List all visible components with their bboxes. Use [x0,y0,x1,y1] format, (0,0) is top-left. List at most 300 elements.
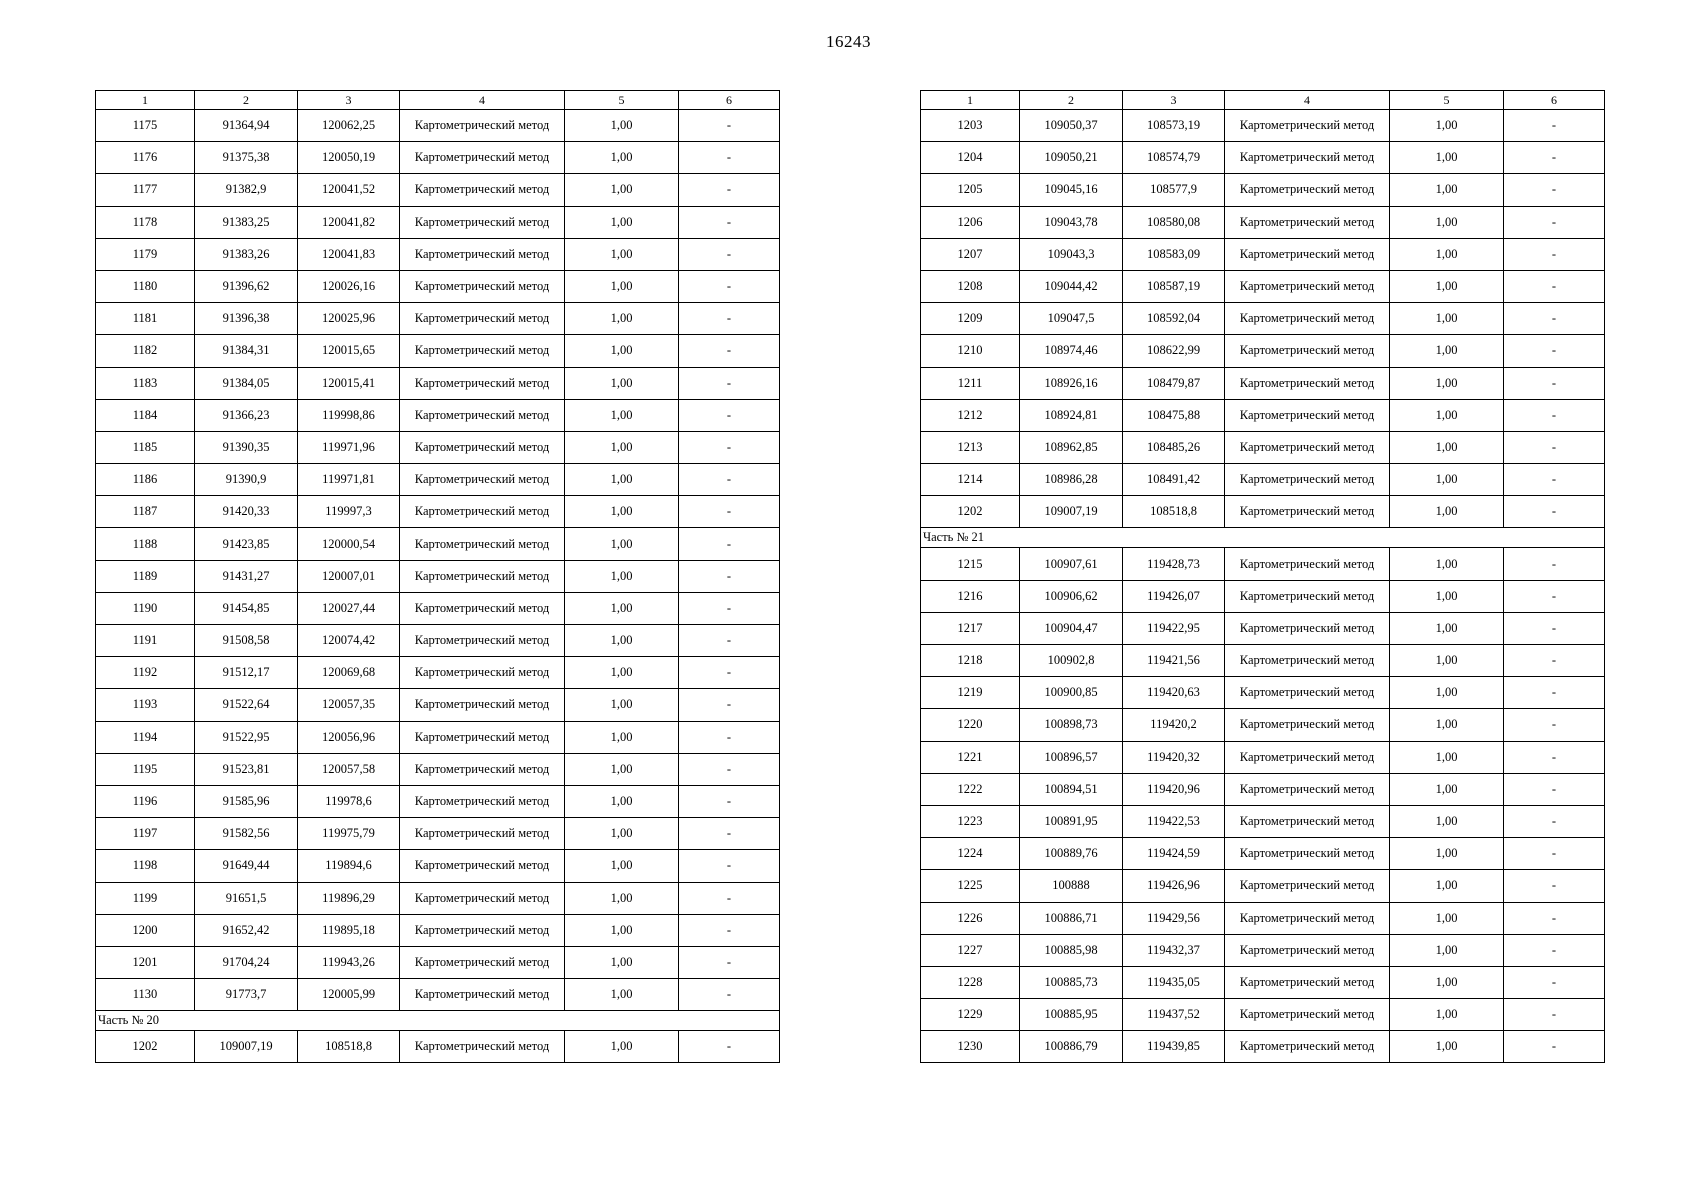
table-row [96,174,780,206]
y-coordinate-cell: 119420,63 [1123,677,1225,709]
description-cell: - [1504,1031,1605,1063]
y-coordinate-cell: 119424,59 [1123,838,1225,870]
method-cell: Картометрический метод [400,785,565,817]
x-coordinate-cell: 100888 [1020,870,1123,902]
point-number-cell: 1210 [921,335,1020,367]
x-coordinate-cell: 109045,16 [1020,174,1123,206]
accuracy-cell: 1,00 [1390,870,1504,902]
table-row [96,560,780,592]
accuracy-cell: 1,00 [1390,902,1504,934]
description-cell: - [1504,612,1605,644]
y-coordinate-cell: 120050,19 [298,142,400,174]
table-row [921,838,1605,870]
y-coordinate-cell: 119997,3 [298,496,400,528]
table-row [921,999,1605,1031]
point-number-cell: 1205 [921,174,1020,206]
table-row [96,914,780,946]
table-row [96,592,780,624]
method-cell: Картометрический метод [400,142,565,174]
accuracy-cell: 1,00 [1390,303,1504,335]
description-cell: - [679,238,780,270]
method-cell: Картометрический метод [400,431,565,463]
x-coordinate-cell: 100885,95 [1020,999,1123,1031]
description-cell: - [1504,142,1605,174]
x-coordinate-cell: 91383,25 [195,206,298,238]
y-coordinate-cell: 108583,09 [1123,238,1225,270]
point-number-cell: 1181 [96,303,195,335]
point-number-cell: 1180 [96,270,195,302]
accuracy-cell: 1,00 [565,818,679,850]
y-coordinate-cell: 120056,96 [298,721,400,753]
x-coordinate-cell: 91390,9 [195,464,298,496]
description-cell: - [679,625,780,657]
x-coordinate-cell: 100894,51 [1020,773,1123,805]
method-cell: Картометрический метод [1225,645,1390,677]
method-cell: Картометрический метод [1225,709,1390,741]
y-coordinate-cell: 108485,26 [1123,431,1225,463]
method-cell: Картометрический метод [400,657,565,689]
method-cell: Картометрический метод [400,625,565,657]
table-row [921,902,1605,934]
method-cell: Картометрический метод [1225,612,1390,644]
table-row [921,645,1605,677]
x-coordinate-cell: 109043,78 [1020,206,1123,238]
description-cell: - [1504,303,1605,335]
point-number-cell: 1202 [921,496,1020,528]
method-cell: Картометрический метод [1225,335,1390,367]
accuracy-cell: 1,00 [565,753,679,785]
table-row [921,496,1605,528]
description-cell: - [679,174,780,206]
table-row [96,979,780,1011]
description-cell: - [679,335,780,367]
accuracy-cell: 1,00 [565,496,679,528]
table-row [921,677,1605,709]
accuracy-cell: 1,00 [565,721,679,753]
point-number-cell: 1200 [96,914,195,946]
method-cell: Картометрический метод [400,882,565,914]
point-number-cell: 1226 [921,902,1020,934]
description-cell: - [679,303,780,335]
method-cell: Картометрический метод [400,689,565,721]
method-cell: Картометрический метод [400,946,565,978]
x-coordinate-cell: 91396,62 [195,270,298,302]
accuracy-cell: 1,00 [565,1031,679,1063]
method-cell: Картометрический метод [400,721,565,753]
point-number-cell: 1190 [96,592,195,624]
x-coordinate-cell: 91585,96 [195,785,298,817]
part-heading-row [921,528,1605,548]
accuracy-cell: 1,00 [1390,838,1504,870]
description-cell: - [1504,238,1605,270]
point-number-cell: 1184 [96,399,195,431]
x-coordinate-cell: 100886,79 [1020,1031,1123,1063]
method-cell: Картометрический метод [1225,773,1390,805]
description-cell: - [679,431,780,463]
accuracy-cell: 1,00 [1390,174,1504,206]
y-coordinate-cell: 119971,81 [298,464,400,496]
method-cell: Картометрический метод [1225,870,1390,902]
description-cell: - [679,721,780,753]
x-coordinate-cell: 91396,38 [195,303,298,335]
y-coordinate-cell: 108574,79 [1123,142,1225,174]
y-coordinate-cell: 108592,04 [1123,303,1225,335]
point-number-cell: 1221 [921,741,1020,773]
description-cell: - [679,850,780,882]
description-cell: - [1504,805,1605,837]
description-cell: - [1504,838,1605,870]
table-row [921,805,1605,837]
method-cell: Картометрический метод [1225,238,1390,270]
table-row [96,882,780,914]
point-number-cell: 1176 [96,142,195,174]
method-cell: Картометрический метод [1225,741,1390,773]
accuracy-cell: 1,00 [1390,934,1504,966]
point-number-cell: 1228 [921,966,1020,998]
table-row [96,721,780,753]
y-coordinate-cell: 119432,37 [1123,934,1225,966]
method-cell: Картометрический метод [1225,110,1390,142]
point-number-cell: 1201 [96,946,195,978]
table-row [96,818,780,850]
y-coordinate-cell: 120041,82 [298,206,400,238]
description-cell: - [679,560,780,592]
x-coordinate-cell: 109050,21 [1020,142,1123,174]
table-body [96,110,780,1063]
x-coordinate-cell: 91582,56 [195,818,298,850]
x-coordinate-cell: 91366,23 [195,399,298,431]
y-coordinate-cell: 119439,85 [1123,1031,1225,1063]
table-row [921,548,1605,580]
x-coordinate-cell: 91431,27 [195,560,298,592]
description-cell: - [1504,174,1605,206]
accuracy-cell: 1,00 [1390,496,1504,528]
point-number-cell: 1229 [921,999,1020,1031]
column-header: 4 [400,91,565,110]
x-coordinate-cell: 91651,5 [195,882,298,914]
description-cell: - [1504,464,1605,496]
description-cell: - [679,206,780,238]
description-cell: - [679,1031,780,1063]
accuracy-cell: 1,00 [565,625,679,657]
method-cell: Картометрический метод [400,174,565,206]
point-number-cell: 1189 [96,560,195,592]
y-coordinate-cell: 119426,96 [1123,870,1225,902]
description-cell: - [1504,206,1605,238]
y-coordinate-cell: 119428,73 [1123,548,1225,580]
accuracy-cell: 1,00 [1390,966,1504,998]
y-coordinate-cell: 108622,99 [1123,335,1225,367]
description-cell: - [1504,999,1605,1031]
y-coordinate-cell: 119998,86 [298,399,400,431]
accuracy-cell: 1,00 [565,560,679,592]
point-number-cell: 1191 [96,625,195,657]
accuracy-cell: 1,00 [565,367,679,399]
y-coordinate-cell: 119943,26 [298,946,400,978]
table-row [96,753,780,785]
x-coordinate-cell: 109007,19 [195,1031,298,1063]
point-number-cell: 1219 [921,677,1020,709]
point-number-cell: 1186 [96,464,195,496]
accuracy-cell: 1,00 [1390,464,1504,496]
method-cell: Картометрический метод [1225,934,1390,966]
point-number-cell: 1222 [921,773,1020,805]
table-row [921,399,1605,431]
method-cell: Картометрический метод [400,464,565,496]
table-row [96,142,780,174]
x-coordinate-cell: 91382,9 [195,174,298,206]
method-cell: Картометрический метод [1225,805,1390,837]
point-number-cell: 1227 [921,934,1020,966]
table-row [96,785,780,817]
table-row [921,1031,1605,1063]
description-cell: - [1504,399,1605,431]
table-row [921,741,1605,773]
description-cell: - [679,753,780,785]
accuracy-cell: 1,00 [565,110,679,142]
y-coordinate-cell: 120026,16 [298,270,400,302]
description-cell: - [679,979,780,1011]
y-coordinate-cell: 119975,79 [298,818,400,850]
table-row [96,657,780,689]
point-number-cell: 1188 [96,528,195,560]
table-row [96,206,780,238]
x-coordinate-cell: 109007,19 [1020,496,1123,528]
accuracy-cell: 1,00 [565,785,679,817]
description-cell: - [679,785,780,817]
accuracy-cell: 1,00 [1390,548,1504,580]
accuracy-cell: 1,00 [565,174,679,206]
column-header: 2 [1020,91,1123,110]
x-coordinate-cell: 100906,62 [1020,580,1123,612]
accuracy-cell: 1,00 [1390,1031,1504,1063]
x-coordinate-cell: 100900,85 [1020,677,1123,709]
x-coordinate-cell: 91423,85 [195,528,298,560]
point-number-cell: 1209 [921,303,1020,335]
point-number-cell: 1214 [921,464,1020,496]
accuracy-cell: 1,00 [1390,431,1504,463]
description-cell: - [1504,902,1605,934]
point-number-cell: 1199 [96,882,195,914]
x-coordinate-cell: 91523,81 [195,753,298,785]
point-number-cell: 1187 [96,496,195,528]
method-cell: Картометрический метод [400,496,565,528]
description-cell: - [679,592,780,624]
y-coordinate-cell: 120041,83 [298,238,400,270]
point-number-cell: 1216 [921,580,1020,612]
method-cell: Картометрический метод [400,335,565,367]
table-row [921,612,1605,644]
method-cell: Картометрический метод [400,399,565,431]
description-cell: - [679,528,780,560]
accuracy-cell: 1,00 [565,303,679,335]
accuracy-cell: 1,00 [565,206,679,238]
method-cell: Картометрический метод [1225,206,1390,238]
point-number-cell: 1198 [96,850,195,882]
description-cell: - [679,818,780,850]
description-cell: - [679,110,780,142]
description-cell: - [1504,773,1605,805]
method-cell: Картометрический метод [400,367,565,399]
column-header: 6 [679,91,780,110]
table-row [96,270,780,302]
x-coordinate-cell: 91454,85 [195,592,298,624]
column-header: 1 [96,91,195,110]
column-header: 1 [921,91,1020,110]
description-cell: - [679,914,780,946]
description-cell: - [1504,270,1605,302]
accuracy-cell: 1,00 [1390,999,1504,1031]
point-number-cell: 1196 [96,785,195,817]
table-row [96,850,780,882]
method-cell: Картометрический метод [400,303,565,335]
description-cell: - [1504,870,1605,902]
point-number-cell: 1193 [96,689,195,721]
y-coordinate-cell: 108518,8 [298,1031,400,1063]
point-number-cell: 1212 [921,399,1020,431]
point-number-cell: 1202 [96,1031,195,1063]
y-coordinate-cell: 120062,25 [298,110,400,142]
description-cell: - [1504,709,1605,741]
method-cell: Картометрический метод [1225,966,1390,998]
method-cell: Картометрический метод [400,528,565,560]
method-cell: Картометрический метод [400,238,565,270]
method-cell: Картометрический метод [1225,142,1390,174]
accuracy-cell: 1,00 [1390,709,1504,741]
y-coordinate-cell: 108479,87 [1123,367,1225,399]
method-cell: Картометрический метод [1225,902,1390,934]
y-coordinate-cell: 119978,6 [298,785,400,817]
y-coordinate-cell: 119437,52 [1123,999,1225,1031]
y-coordinate-cell: 119895,18 [298,914,400,946]
point-number-cell: 1182 [96,335,195,367]
point-number-cell: 1203 [921,110,1020,142]
column-header: 4 [1225,91,1390,110]
x-coordinate-cell: 109050,37 [1020,110,1123,142]
accuracy-cell: 1,00 [565,238,679,270]
description-cell: - [1504,548,1605,580]
table-row [96,946,780,978]
point-number-cell: 1218 [921,645,1020,677]
table-row [96,528,780,560]
y-coordinate-cell: 108518,8 [1123,496,1225,528]
accuracy-cell: 1,00 [1390,773,1504,805]
y-coordinate-cell: 108580,08 [1123,206,1225,238]
x-coordinate-cell: 91522,64 [195,689,298,721]
part-heading: Часть № 20 [96,1011,780,1031]
point-number-cell: 1230 [921,1031,1020,1063]
method-cell: Картометрический метод [1225,1031,1390,1063]
x-coordinate-cell: 91390,35 [195,431,298,463]
y-coordinate-cell: 120025,96 [298,303,400,335]
description-cell: - [679,946,780,978]
table-row [96,303,780,335]
x-coordinate-cell: 108962,85 [1020,431,1123,463]
point-number-cell: 1225 [921,870,1020,902]
method-cell: Картометрический метод [1225,303,1390,335]
x-coordinate-cell: 91508,58 [195,625,298,657]
description-cell: - [1504,645,1605,677]
table-header [921,91,1605,110]
x-coordinate-cell: 100885,73 [1020,966,1123,998]
y-coordinate-cell: 108475,88 [1123,399,1225,431]
method-cell: Картометрический метод [400,979,565,1011]
accuracy-cell: 1,00 [565,142,679,174]
table-row [921,303,1605,335]
y-coordinate-cell: 108491,42 [1123,464,1225,496]
x-coordinate-cell: 108974,46 [1020,335,1123,367]
point-number-cell: 1211 [921,367,1020,399]
column-header: 2 [195,91,298,110]
y-coordinate-cell: 108573,19 [1123,110,1225,142]
x-coordinate-cell: 100886,71 [1020,902,1123,934]
method-cell: Картометрический метод [400,270,565,302]
y-coordinate-cell: 120057,58 [298,753,400,785]
y-coordinate-cell: 119435,05 [1123,966,1225,998]
y-coordinate-cell: 119422,53 [1123,805,1225,837]
accuracy-cell: 1,00 [1390,612,1504,644]
x-coordinate-cell: 100896,57 [1020,741,1123,773]
accuracy-cell: 1,00 [565,335,679,367]
point-number-cell: 1175 [96,110,195,142]
table-row [921,966,1605,998]
part-heading-row [96,1011,780,1031]
point-number-cell: 1178 [96,206,195,238]
accuracy-cell: 1,00 [1390,399,1504,431]
table-row [96,625,780,657]
point-number-cell: 1204 [921,142,1020,174]
x-coordinate-cell: 91384,31 [195,335,298,367]
y-coordinate-cell: 119894,6 [298,850,400,882]
method-cell: Картометрический метод [400,592,565,624]
accuracy-cell: 1,00 [1390,270,1504,302]
description-cell: - [1504,934,1605,966]
column-header: 3 [298,91,400,110]
accuracy-cell: 1,00 [565,431,679,463]
part-heading: Часть № 21 [921,528,1605,548]
accuracy-cell: 1,00 [565,689,679,721]
description-cell: - [1504,580,1605,612]
accuracy-cell: 1,00 [1390,142,1504,174]
table-row [921,270,1605,302]
accuracy-cell: 1,00 [1390,238,1504,270]
table-row [96,464,780,496]
y-coordinate-cell: 119426,07 [1123,580,1225,612]
x-coordinate-cell: 109047,5 [1020,303,1123,335]
method-cell: Картометрический метод [400,914,565,946]
method-cell: Картометрический метод [1225,999,1390,1031]
method-cell: Картометрический метод [400,818,565,850]
x-coordinate-cell: 100907,61 [1020,548,1123,580]
column-header: 5 [1390,91,1504,110]
description-cell: - [679,464,780,496]
table-row [921,709,1605,741]
table-row [921,580,1605,612]
x-coordinate-cell: 91375,38 [195,142,298,174]
method-cell: Картометрический метод [1225,464,1390,496]
description-cell: - [679,270,780,302]
column-header: 5 [565,91,679,110]
y-coordinate-cell: 108587,19 [1123,270,1225,302]
accuracy-cell: 1,00 [565,464,679,496]
accuracy-cell: 1,00 [565,946,679,978]
point-number-cell: 1220 [921,709,1020,741]
accuracy-cell: 1,00 [565,850,679,882]
x-coordinate-cell: 91420,33 [195,496,298,528]
point-number-cell: 1179 [96,238,195,270]
x-coordinate-cell: 100889,76 [1020,838,1123,870]
description-cell: - [1504,677,1605,709]
